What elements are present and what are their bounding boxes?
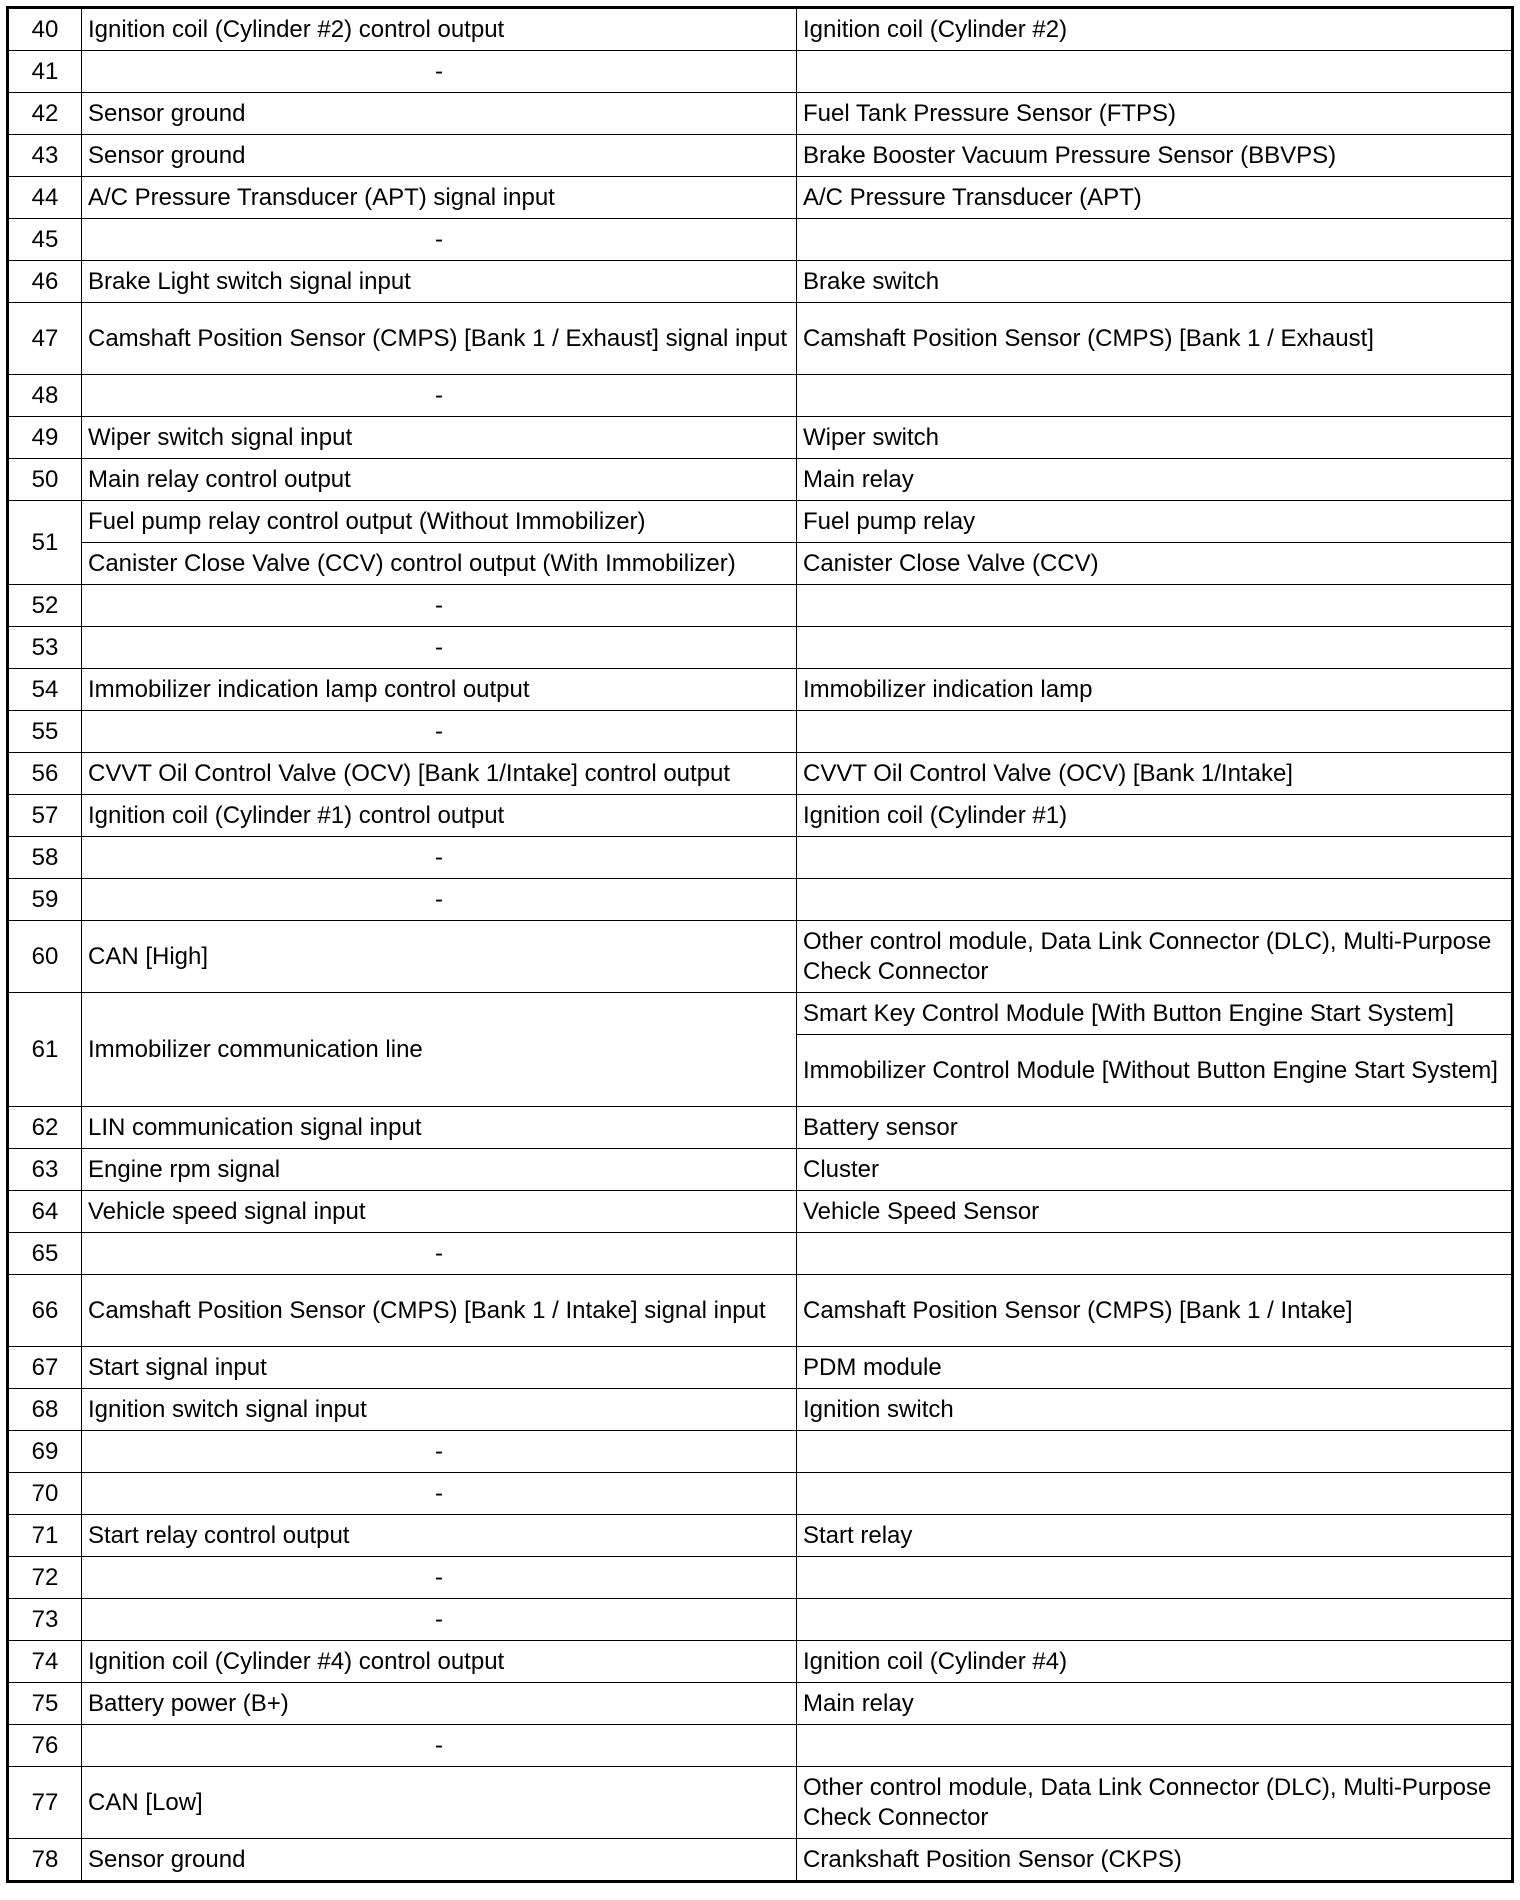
- pin-number: 61: [8, 993, 82, 1107]
- table-row: [8, 1473, 1513, 1515]
- pin-description: Canister Close Valve (CCV) control output (With Immobilizer): [82, 543, 797, 585]
- connected-to: Main relay: [797, 459, 1513, 501]
- table-row: [8, 135, 1513, 177]
- connected-to: [797, 375, 1513, 417]
- pin-description: Main relay control output: [82, 459, 797, 501]
- pin-number: 59: [8, 879, 82, 921]
- table-row: [8, 993, 1513, 1035]
- pin-description: -: [82, 1557, 797, 1599]
- table-row: [8, 627, 1513, 669]
- table-row: [8, 1233, 1513, 1275]
- table-row: [8, 219, 1513, 261]
- pin-description-table: [6, 6, 1514, 1883]
- pin-description: Ignition switch signal input: [82, 1389, 797, 1431]
- pin-description: Sensor ground: [82, 135, 797, 177]
- pin-number: 78: [8, 1839, 82, 1882]
- connected-to: Start relay: [797, 1515, 1513, 1557]
- pin-number: 66: [8, 1275, 82, 1347]
- pin-description: A/C Pressure Transducer (APT) signal input: [82, 177, 797, 219]
- table-row: [8, 711, 1513, 753]
- pin-description: Fuel pump relay control output (Without Immobilizer): [82, 501, 797, 543]
- pin-number: 55: [8, 711, 82, 753]
- pin-description: Camshaft Position Sensor (CMPS) [Bank 1 / Intake] signal input: [82, 1275, 797, 1347]
- connected-to: Crankshaft Position Sensor (CKPS): [797, 1839, 1513, 1882]
- pin-description: -: [82, 1725, 797, 1767]
- table-row: [8, 1347, 1513, 1389]
- connected-to: [797, 51, 1513, 93]
- table-row: [8, 1683, 1513, 1725]
- pin-description: Battery power (B+): [82, 1683, 797, 1725]
- table-row: [8, 669, 1513, 711]
- table-row: [8, 375, 1513, 417]
- table-row: [8, 501, 1513, 543]
- pin-number: 64: [8, 1191, 82, 1233]
- pin-number: 74: [8, 1641, 82, 1683]
- pin-number: 48: [8, 375, 82, 417]
- pin-number: 46: [8, 261, 82, 303]
- table-row: [8, 1275, 1513, 1347]
- pin-number: 63: [8, 1149, 82, 1191]
- pin-description: Sensor ground: [82, 93, 797, 135]
- table-row: [8, 1515, 1513, 1557]
- connected-to: Other control module, Data Link Connector (DLC), Multi-Purpose Check Connector: [797, 1767, 1513, 1839]
- connected-to: Camshaft Position Sensor (CMPS) [Bank 1 / Exhaust]: [797, 303, 1513, 375]
- table-row: [8, 177, 1513, 219]
- table-row: [8, 1557, 1513, 1599]
- pin-description: Wiper switch signal input: [82, 417, 797, 459]
- connected-to: Brake Booster Vacuum Pressure Sensor (BBVPS): [797, 135, 1513, 177]
- connected-to: Cluster: [797, 1149, 1513, 1191]
- connected-to: Vehicle Speed Sensor: [797, 1191, 1513, 1233]
- pin-description: -: [82, 51, 797, 93]
- connected-to: Fuel pump relay: [797, 501, 1513, 543]
- table-row: [8, 417, 1513, 459]
- pin-description: Vehicle speed signal input: [82, 1191, 797, 1233]
- connected-to: Camshaft Position Sensor (CMPS) [Bank 1 / Intake]: [797, 1275, 1513, 1347]
- connected-to: [797, 627, 1513, 669]
- table-row: [8, 837, 1513, 879]
- pin-number: 65: [8, 1233, 82, 1275]
- pin-description: -: [82, 711, 797, 753]
- pin-description: CAN [High]: [82, 921, 797, 993]
- pin-number: 44: [8, 177, 82, 219]
- table-row: [8, 921, 1513, 993]
- table-row: [8, 1839, 1513, 1882]
- connected-to: Ignition coil (Cylinder #2): [797, 8, 1513, 51]
- pin-description: -: [82, 1431, 797, 1473]
- pin-number: 58: [8, 837, 82, 879]
- table-row: [8, 303, 1513, 375]
- connected-to: [797, 1233, 1513, 1275]
- connected-to: [797, 1473, 1513, 1515]
- table-row: [8, 1389, 1513, 1431]
- table-row: [8, 585, 1513, 627]
- connected-to: [797, 1557, 1513, 1599]
- connected-to: CVVT Oil Control Valve (OCV) [Bank 1/Intake]: [797, 753, 1513, 795]
- table-row: [8, 51, 1513, 93]
- pin-number: 53: [8, 627, 82, 669]
- table-row: [8, 459, 1513, 501]
- pin-number: 43: [8, 135, 82, 177]
- pin-number: 70: [8, 1473, 82, 1515]
- pin-description: Immobilizer communication line: [82, 993, 797, 1107]
- table-row: [8, 1149, 1513, 1191]
- table-row: [8, 1431, 1513, 1473]
- pin-description: LIN communication signal input: [82, 1107, 797, 1149]
- table-row: [8, 93, 1513, 135]
- connected-to: Immobilizer indication lamp: [797, 669, 1513, 711]
- pin-number: 69: [8, 1431, 82, 1473]
- pin-description: -: [82, 219, 797, 261]
- pin-number: 52: [8, 585, 82, 627]
- connected-to: Fuel Tank Pressure Sensor (FTPS): [797, 93, 1513, 135]
- pin-description: Ignition coil (Cylinder #4) control output: [82, 1641, 797, 1683]
- pin-description: CVVT Oil Control Valve (OCV) [Bank 1/Intake] control output: [82, 753, 797, 795]
- pin-description: -: [82, 1599, 797, 1641]
- table-row: [8, 1767, 1513, 1839]
- pin-description: CAN [Low]: [82, 1767, 797, 1839]
- pin-description: Start relay control output: [82, 1515, 797, 1557]
- connected-to: Smart Key Control Module [With Button Engine Start System]: [797, 993, 1513, 1035]
- pin-number: 67: [8, 1347, 82, 1389]
- pin-description: -: [82, 1233, 797, 1275]
- pin-description: -: [82, 1473, 797, 1515]
- pin-number: 62: [8, 1107, 82, 1149]
- table-row: [8, 1599, 1513, 1641]
- pin-description: Start signal input: [82, 1347, 797, 1389]
- table-row: [8, 879, 1513, 921]
- pin-description: Engine rpm signal: [82, 1149, 797, 1191]
- connected-to: [797, 585, 1513, 627]
- connected-to: Immobilizer Control Module [Without Button Engine Start System]: [797, 1035, 1513, 1107]
- pin-description: Sensor ground: [82, 1839, 797, 1882]
- pin-description: Camshaft Position Sensor (CMPS) [Bank 1 / Exhaust] signal input: [82, 303, 797, 375]
- connected-to: Other control module, Data Link Connector (DLC), Multi-Purpose Check Connector: [797, 921, 1513, 993]
- connected-to: [797, 837, 1513, 879]
- table-row: [8, 795, 1513, 837]
- pin-number: 49: [8, 417, 82, 459]
- pin-number: 51: [8, 501, 82, 585]
- connected-to: A/C Pressure Transducer (APT): [797, 177, 1513, 219]
- pin-description: -: [82, 837, 797, 879]
- pin-number: 47: [8, 303, 82, 375]
- table-row: [8, 753, 1513, 795]
- pin-number: 41: [8, 51, 82, 93]
- connected-to: Battery sensor: [797, 1107, 1513, 1149]
- table-row: [8, 8, 1513, 51]
- pin-description: -: [82, 879, 797, 921]
- table-row: [8, 1107, 1513, 1149]
- table-row: [8, 1725, 1513, 1767]
- connected-to: PDM module: [797, 1347, 1513, 1389]
- pin-description: Ignition coil (Cylinder #2) control output: [82, 8, 797, 51]
- connected-to: [797, 711, 1513, 753]
- connected-to: Brake switch: [797, 261, 1513, 303]
- connected-to: Wiper switch: [797, 417, 1513, 459]
- pin-number: 42: [8, 93, 82, 135]
- table-row: [8, 543, 1513, 585]
- pin-description: -: [82, 585, 797, 627]
- connected-to: Canister Close Valve (CCV): [797, 543, 1513, 585]
- connected-to: [797, 219, 1513, 261]
- pin-number: 71: [8, 1515, 82, 1557]
- pin-number: 56: [8, 753, 82, 795]
- pin-description: -: [82, 627, 797, 669]
- connected-to: Ignition switch: [797, 1389, 1513, 1431]
- connected-to: [797, 1431, 1513, 1473]
- pin-number: 76: [8, 1725, 82, 1767]
- pin-number: 54: [8, 669, 82, 711]
- pin-number: 77: [8, 1767, 82, 1839]
- pin-number: 75: [8, 1683, 82, 1725]
- connected-to: [797, 1599, 1513, 1641]
- connected-to: Ignition coil (Cylinder #4): [797, 1641, 1513, 1683]
- connected-to: [797, 879, 1513, 921]
- pin-number: 57: [8, 795, 82, 837]
- pin-number: 72: [8, 1557, 82, 1599]
- pin-description: -: [82, 375, 797, 417]
- pin-number: 50: [8, 459, 82, 501]
- pin-number: 73: [8, 1599, 82, 1641]
- pin-number: 40: [8, 8, 82, 51]
- pin-description: Brake Light switch signal input: [82, 261, 797, 303]
- connected-to: Ignition coil (Cylinder #1): [797, 795, 1513, 837]
- table-row: [8, 1641, 1513, 1683]
- pin-number: 60: [8, 921, 82, 993]
- pin-description: Immobilizer indication lamp control output: [82, 669, 797, 711]
- table-row: [8, 261, 1513, 303]
- connected-to: Main relay: [797, 1683, 1513, 1725]
- pin-description: Ignition coil (Cylinder #1) control output: [82, 795, 797, 837]
- table-row: [8, 1191, 1513, 1233]
- connected-to: [797, 1725, 1513, 1767]
- pin-number: 45: [8, 219, 82, 261]
- pin-number: 68: [8, 1389, 82, 1431]
